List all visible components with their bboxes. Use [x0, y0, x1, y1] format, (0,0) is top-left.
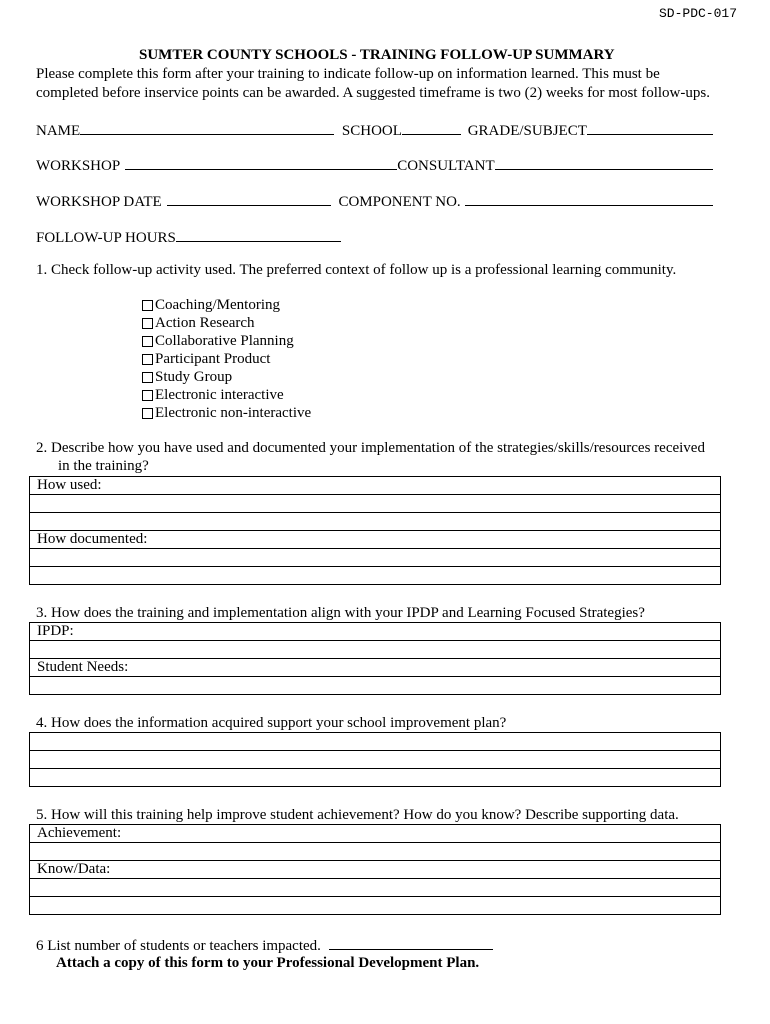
checkbox-item[interactable] — [142, 296, 311, 314]
name-row — [36, 120, 713, 140]
question-5: 5. How will this training help improve student achievement? How do you know? Describe supporting data. — [36, 807, 679, 823]
how-used-label: How used: — [30, 477, 721, 495]
impacted-count-field[interactable] — [329, 935, 493, 950]
how-documented-label: How documented: — [30, 531, 721, 549]
question-2-line-1: 2. Describe how you have used and documented your implementation of the strategies/skills/resources received — [36, 440, 705, 456]
checkbox-icon[interactable] — [142, 336, 153, 347]
school-label: SCHOOL — [341, 123, 402, 139]
checkbox-label: Action Research — [155, 315, 255, 331]
answer-line[interactable] — [30, 495, 721, 513]
question-2-line-2: in the training? — [58, 458, 149, 474]
workshop-row — [36, 155, 713, 175]
checkbox-item[interactable] — [142, 386, 311, 404]
checkbox-icon[interactable] — [142, 408, 153, 419]
school-field[interactable] — [402, 120, 461, 135]
component-no-label: COMPONENT NO. — [338, 194, 461, 210]
workshop-date-field[interactable] — [167, 191, 331, 206]
question-4: 4. How does the information acquired support your school improvement plan? — [36, 715, 507, 731]
checkbox-label: Electronic interactive — [155, 387, 284, 403]
answer-line[interactable] — [30, 879, 721, 897]
intro-line-2: completed before inservice points can be awarded. A suggested timeframe is two (2) weeks for most follow-ups. — [36, 85, 710, 101]
question-2-table — [29, 476, 721, 585]
answer-line[interactable] — [30, 641, 721, 659]
answer-line[interactable] — [30, 549, 721, 567]
component-no-field[interactable] — [465, 191, 713, 206]
consultant-field[interactable] — [495, 155, 713, 170]
checkbox-label: Coaching/Mentoring — [155, 297, 280, 313]
date-row — [36, 191, 713, 211]
checkbox-item[interactable] — [142, 404, 311, 422]
checkbox-label: Electronic non-interactive — [155, 405, 312, 421]
answer-line[interactable] — [30, 567, 721, 585]
checkbox-label: Participant Product — [155, 351, 271, 367]
followup-hours-label: FOLLOW-UP HOURS — [36, 230, 176, 246]
name-field[interactable] — [80, 120, 334, 135]
checkbox-item[interactable] — [142, 314, 311, 332]
question-3-table — [29, 622, 721, 695]
grade-subject-field[interactable] — [587, 120, 713, 135]
workshop-date-label: WORKSHOP DATE — [36, 194, 162, 210]
answer-line[interactable] — [30, 751, 721, 769]
checkbox-icon[interactable] — [142, 300, 153, 311]
checkbox-icon[interactable] — [142, 372, 153, 383]
checkbox-label: Collaborative Planning — [155, 333, 294, 349]
hours-row — [36, 227, 341, 247]
workshop-label: WORKSHOP — [36, 158, 121, 174]
question-3: 3. How does the training and implementation align with your IPDP and Learning Focused Strategies? — [36, 605, 645, 621]
intro-line-1: Please complete this form after your training to indicate follow-up on information learned. This must be — [36, 66, 660, 82]
ipdp-label: IPDP: — [30, 623, 721, 641]
form-title: SUMTER COUNTY SCHOOLS - TRAINING FOLLOW-UP SUMMARY — [139, 47, 615, 63]
activity-checklist — [142, 296, 311, 422]
answer-line[interactable] — [30, 897, 721, 915]
checkbox-item[interactable] — [142, 350, 311, 368]
question-6-row — [36, 935, 493, 955]
checkbox-icon[interactable] — [142, 318, 153, 329]
know-data-label: Know/Data: — [30, 861, 721, 879]
form-code: SD-PDC-017 — [659, 6, 738, 21]
question-1: 1. Check follow-up activity used. The preferred context of follow up is a professional learning community. — [36, 262, 677, 278]
achievement-label: Achievement: — [30, 825, 721, 843]
checkbox-item[interactable] — [142, 368, 311, 386]
grade-subject-label: GRADE/SUBJECT — [467, 123, 587, 139]
followup-hours-field[interactable] — [176, 227, 341, 242]
consultant-label: CONSULTANT — [397, 158, 495, 174]
checkbox-label: Study Group — [155, 369, 233, 385]
checkbox-icon[interactable] — [142, 354, 153, 365]
checkbox-item[interactable] — [142, 332, 311, 350]
answer-line[interactable] — [30, 769, 721, 787]
answer-line[interactable] — [30, 513, 721, 531]
question-4-table — [29, 732, 721, 787]
checkbox-icon[interactable] — [142, 390, 153, 401]
attach-instruction: Attach a copy of this form to your Professional Development Plan. — [56, 955, 480, 971]
question-5-table — [29, 824, 721, 915]
question-6: 6 List number of students or teachers impacted. — [36, 938, 321, 954]
answer-line[interactable] — [30, 733, 721, 751]
name-label: NAME — [36, 123, 81, 139]
answer-line[interactable] — [30, 677, 721, 695]
answer-line[interactable] — [30, 843, 721, 861]
student-needs-label: Student Needs: — [30, 659, 721, 677]
workshop-field[interactable] — [125, 155, 397, 170]
